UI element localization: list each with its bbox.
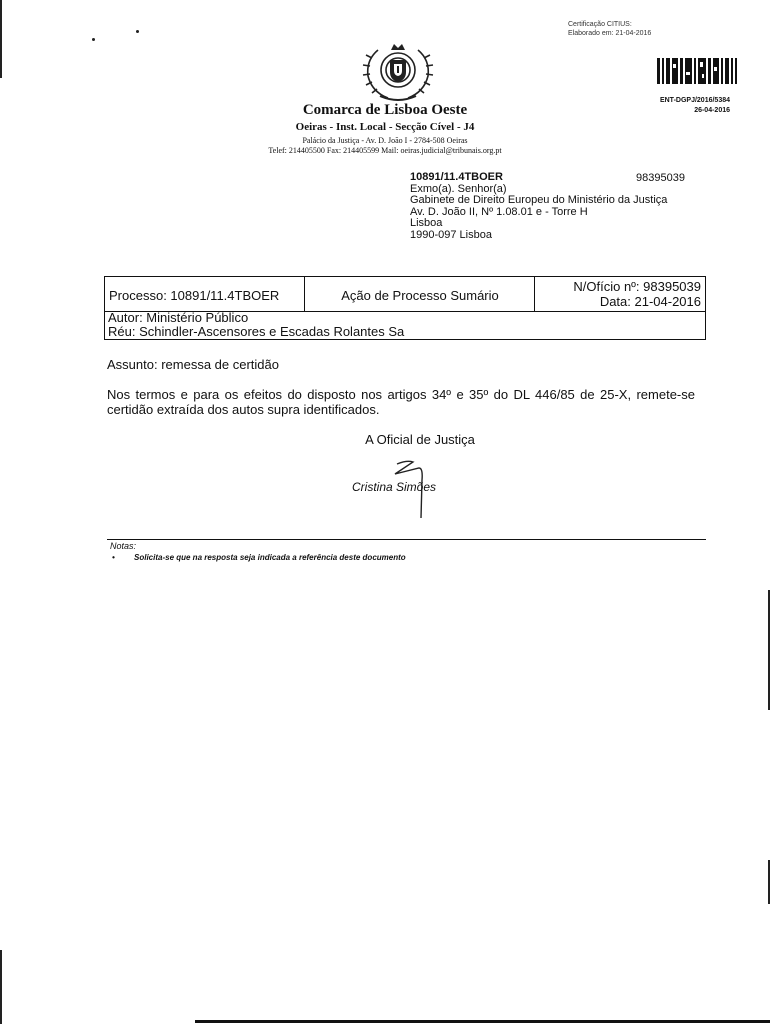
entry-date: 26-04-2016 [694,107,730,114]
addressee-city: Lisboa [410,217,443,229]
addressee-postal: 1990-097 Lisboa [410,228,492,241]
scan-speck [92,38,95,41]
action-type: Ação de Processo Sumário [341,288,499,303]
process-table [104,276,706,340]
bullet-icon: • [112,553,115,562]
signatory-name: Cristina Simões [352,480,437,494]
action-cell [305,277,535,311]
certification-date: Elaborado em: 21-04-2016 [568,30,652,37]
oficio-date: Data: 21-04-2016 [599,294,701,309]
addressee-block [410,172,667,241]
barcode-icon [657,58,737,84]
certification-line: Certificação CITIUS: [568,21,632,28]
process-cell [105,277,305,311]
notes-item-text: Solicita-se que na resposta seja indicada a referência deste documento [134,553,406,562]
addressee-oficio-number: 98395039 [636,172,685,184]
court-contacts: Telef: 214405500 Fax: 214405599 Mail: oeiras.judicial@tribunais.org.pt [268,146,502,155]
scan-edge-mark [195,1020,770,1023]
process-number: Processo: 10891/11.4TBOER [109,288,280,303]
court-address: Palácio da Justiça - Av. D. João I - 2784-508 Oeiras [302,136,468,145]
signatory-title: A Oficial de Justiça [365,432,475,447]
parties-row [105,311,708,339]
defendant: Réu: Schindler-Ascensores e Escadas Rolantes Sa [108,324,405,339]
notes-item [112,553,406,562]
addressee-greeting: Exmo(a). Senhor(a) [410,182,507,195]
notes-label: Notas: [110,541,137,551]
entry-code: ENT-DGPJ/2016/5384 [659,97,730,104]
process-header-row [105,277,705,312]
oficio-number: N/Ofício nº: 98395039 [573,279,701,294]
oficio-cell [535,277,705,311]
coat-of-arms-icon [358,36,438,104]
body-paragraph: Nos termos e para os efeitos do disposto nos artigos 34º e 35º do DL 446/85 de 25-X, remete-se certidão extraída dos autos supra identificados. [107,387,695,417]
certification-stamp [568,20,651,38]
addressee-process-number: 10891/11.4TBOER [410,171,503,183]
author: Autor: Ministério Público [108,310,249,325]
scan-edge-mark [0,0,2,78]
court-section: Oeiras - Inst. Local - Secção Cível - J4 [295,121,475,133]
addressee-street: Av. D. João II, Nº 1.08.01 e - Torre H [410,205,588,218]
notes-divider [107,539,706,540]
scan-speck [136,30,139,33]
addressee-name: Gabinete de Direito Europeu do Ministério da Justiça [410,194,668,206]
scan-edge-mark [0,950,2,1024]
court-title: Comarca de Lisboa Oeste [302,102,468,118]
subject-line: Assunto: remessa de certidão [107,357,279,372]
